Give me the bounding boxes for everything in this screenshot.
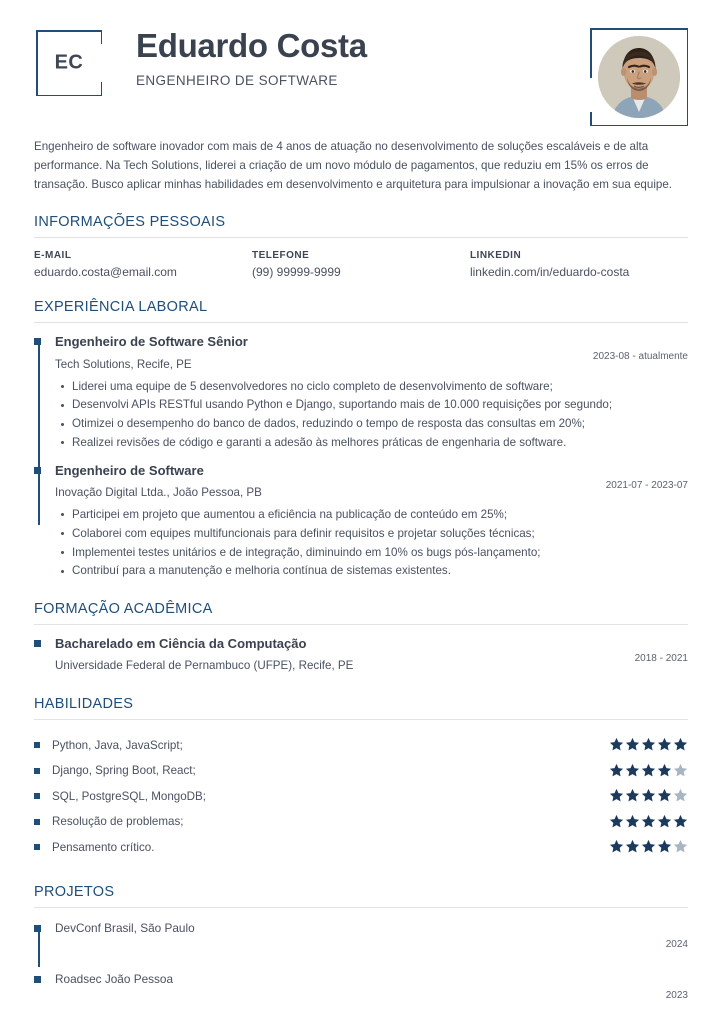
- star-rating: [608, 814, 688, 830]
- list-item: Colaborei com equipes multifuncionais para definir requisitos e projetar soluções técnicas;: [72, 525, 688, 544]
- list-item: Liderei uma equipe de 5 desenvolvedores no ciclo completo de desenvolvimento de software;: [72, 378, 688, 397]
- timeline-rail: [38, 928, 40, 967]
- logo-border-right-bottom: [101, 82, 103, 96]
- section-education: [34, 601, 688, 672]
- section-title-projects: PROJETOS: [34, 884, 688, 908]
- job-date-range: 2021-07 - 2023-07: [605, 479, 688, 491]
- section-title-education: FORMAÇÃO ACADÊMICA: [34, 601, 688, 625]
- photo-border-right: [687, 28, 689, 126]
- logo-border-right-top: [101, 30, 103, 44]
- education-entry: [55, 636, 688, 672]
- contact-value[interactable]: (99) 99999-9999: [251, 265, 341, 280]
- list-item: Desenvolvi APIs RESTful usando Python e Django, suportando mais de 10.000 requisições por segundo;: [72, 396, 688, 415]
- resume-header: [34, 0, 688, 118]
- timeline-bullet-icon: [34, 467, 41, 474]
- contact-value[interactable]: linkedin.com/in/eduardo-costa: [469, 265, 630, 280]
- experience-timeline: [34, 334, 688, 581]
- avatar: [598, 36, 680, 118]
- institution-name: Universidade Federal de Pernambuco (UFPE), Recife, PE: [55, 659, 354, 673]
- skill-label: Django, Spring Boot, React;: [52, 764, 196, 778]
- contact-value[interactable]: eduardo.costa@email.com: [34, 265, 177, 280]
- job-position-title: Engenheiro de Software: [55, 462, 204, 478]
- timeline-bullet-icon: [34, 925, 41, 932]
- name-block: [136, 26, 590, 88]
- timeline-bullet-icon: [34, 976, 41, 983]
- section-skills: [34, 696, 688, 860]
- contact-linkedin: [470, 250, 688, 279]
- section-projects: [34, 884, 688, 1001]
- degree-title: Bacharelado em Ciência da Computação: [55, 636, 307, 652]
- timeline-bullet-icon: [34, 640, 41, 647]
- job-company: Tech Solutions, Recife, PE: [55, 357, 192, 371]
- section-personal-info: [34, 214, 688, 279]
- logo-border-top: [36, 30, 102, 32]
- section-experience: [34, 299, 688, 581]
- education-timeline: [34, 636, 688, 672]
- job-company: Inovação Digital Ltda., João Pessoa, PB: [55, 485, 262, 499]
- job-achievement-list: [55, 506, 688, 581]
- star-rating: [608, 763, 688, 779]
- project-title: DevConf Brasil, São Paulo: [55, 920, 195, 935]
- list-item: Otimizei o desempenho do banco de dados, reduzindo o tempo de resposta das consultas em 20%;: [72, 415, 688, 434]
- project-date: 2024: [665, 938, 688, 950]
- square-bullet-icon: [34, 742, 40, 748]
- star-rating: [608, 788, 688, 804]
- experience-entry: [55, 334, 688, 462]
- section-title-personal-info: INFORMAÇÕES PESSOAIS: [34, 214, 688, 238]
- project-entry: [55, 972, 688, 1001]
- list-item: Implementei testes unitários e de integração, diminuindo em 10% os bugs pós-lançamento;: [72, 544, 688, 563]
- star-rating: [608, 737, 688, 753]
- job-achievement-list: [55, 378, 688, 453]
- contact-phone: [252, 250, 470, 279]
- project-title: Roadsec João Pessoa: [55, 971, 174, 986]
- skill-label: SQL, PostgreSQL, MongoDB;: [52, 789, 207, 803]
- job-date-range: 2023-08 - atualmente: [592, 351, 688, 363]
- job-title: ENGENHEIRO DE SOFTWARE: [136, 73, 338, 89]
- star-rating: [608, 839, 688, 855]
- skill-row: [34, 732, 688, 758]
- contact-label: TELEFONE: [251, 250, 310, 262]
- section-title-experience: EXPERIÊNCIA LABORAL: [34, 299, 688, 323]
- square-bullet-icon: [34, 844, 40, 850]
- experience-entry: [55, 463, 688, 581]
- contact-email: [34, 250, 252, 279]
- list-item: Participei em projeto que aumentou a eficiência na publicação de conteúdo em 25%;: [72, 506, 688, 525]
- project-date: 2023: [665, 989, 688, 1001]
- skill-label: Pensamento crítico.: [52, 840, 155, 854]
- photo-border-top: [590, 28, 688, 30]
- monogram-logo: [36, 30, 102, 96]
- logo-initials: EC: [54, 51, 84, 74]
- square-bullet-icon: [34, 768, 40, 774]
- skill-row: [34, 809, 688, 835]
- skill-row: [34, 834, 688, 860]
- page-title: Eduardo Costa: [136, 27, 367, 64]
- skills-list: [34, 732, 688, 860]
- square-bullet-icon: [34, 793, 40, 799]
- skill-label: Resolução de problemas;: [52, 815, 184, 829]
- timeline-bullet-icon: [34, 338, 41, 345]
- contact-list: [34, 250, 688, 279]
- photo-border-bottom: [590, 125, 688, 127]
- projects-timeline: [34, 921, 688, 1001]
- timeline-rail: [38, 341, 40, 525]
- square-bullet-icon: [34, 819, 40, 825]
- job-position-title: Engenheiro de Software Sênior: [55, 334, 248, 350]
- photo-frame: [590, 28, 688, 126]
- list-item: Realizei revisões de código e garanti a adesão às melhores práticas de engenharia de software.: [72, 434, 688, 453]
- photo-border-left-top: [590, 28, 592, 78]
- logo-border-bottom: [36, 95, 102, 97]
- education-date-range: 2018 - 2021: [634, 653, 688, 665]
- contact-label: E-MAIL: [34, 250, 72, 262]
- section-title-skills: HABILIDADES: [34, 696, 688, 720]
- skill-row: [34, 783, 688, 809]
- contact-label: LINKEDIN: [469, 250, 522, 262]
- list-item: Contribuí para a manutenção e melhoria contínua de sistemas existentes.: [72, 562, 688, 581]
- professional-summary: Engenheiro de software inovador com mais de 4 anos de atuação no desenvolvimento de soluções escaláveis e de alta performance. Na Tech Solutions, liderei a criação de um novo módulo de pagamentos, que reduziu em 15% os erros de transação. Busco aplicar minhas habilidades em desenvolvimento e arquitetura para impulsionar a inovação em sua equipe.: [34, 140, 673, 191]
- skill-label: Python, Java, JavaScript;: [52, 738, 183, 752]
- project-entry: [55, 921, 688, 972]
- photo-border-left-bottom: [590, 112, 592, 126]
- skill-row: [34, 758, 688, 784]
